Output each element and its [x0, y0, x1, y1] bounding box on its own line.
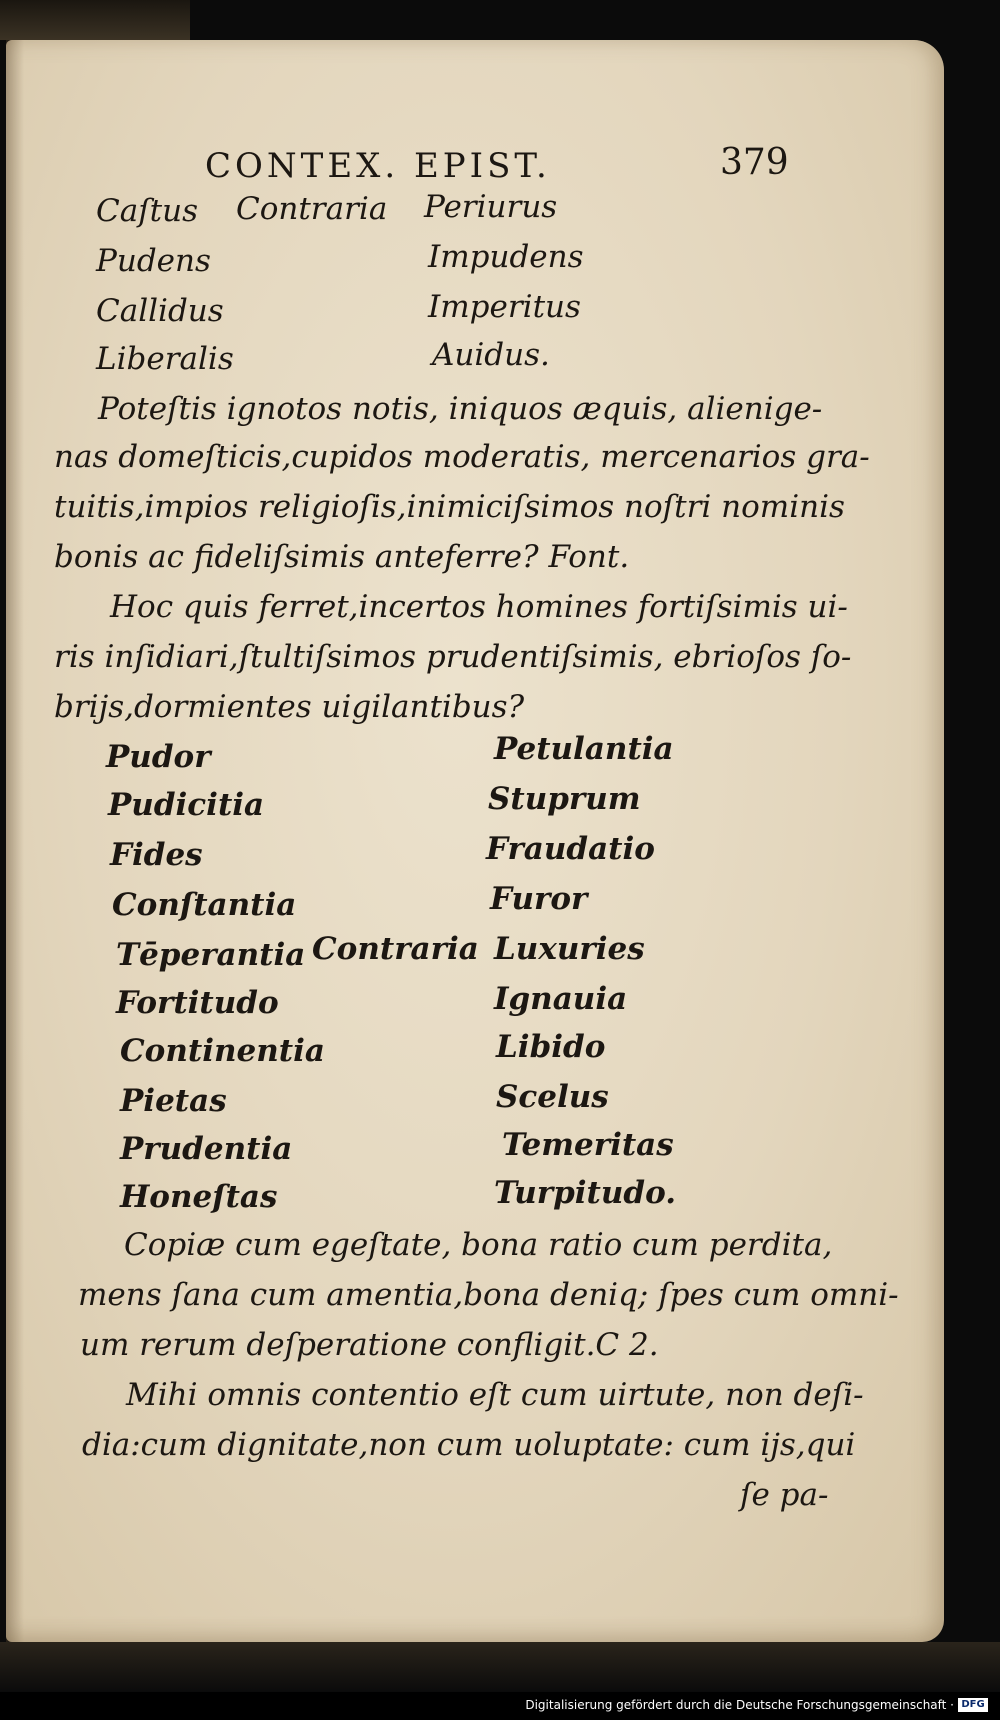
- paragraph4-line: dia:cum dignitate,non cum uoluptate: cum ijs,qui: [82, 1427, 856, 1463]
- paragraph3-line: mens ſana cum amentia,bona deniq; ſpes cum omni‑: [78, 1277, 899, 1313]
- catchword: ſe pa‑: [740, 1477, 829, 1513]
- section1-row-right: Auidus.: [432, 337, 550, 373]
- section2-row-left: Continentia: [120, 1033, 325, 1069]
- section2-row-right: Petulantia: [494, 731, 674, 767]
- paragraph1-line: bonis ac fideliſsimis anteferre? Font.: [54, 539, 630, 575]
- page-gutter-shadow: [6, 40, 24, 1642]
- section2-row-right: Temeritas: [502, 1127, 674, 1163]
- section2-row-left: Pietas: [120, 1083, 227, 1119]
- section2-row-right: Fraudatio: [486, 831, 655, 867]
- section2-row-left: Honeſtas: [120, 1179, 278, 1215]
- paragraph1-line: tuitis,impios religioſis,inimiciſsimos noſtri nominis: [54, 489, 845, 525]
- section2-row-left: Prudentia: [120, 1131, 293, 1167]
- section2-row-right: Ignauia: [494, 981, 628, 1017]
- section2-row-right: Stuprum: [488, 781, 641, 817]
- paragraph2-line: Hoc quis ferret,incertos homines fortiſsimis ui‑: [110, 589, 848, 625]
- section2-row-right: Furor: [490, 881, 588, 917]
- digitization-credit: Digitalisierung gefördert durch die Deutsche Forschungsgemeinschaft ·: [525, 1698, 954, 1712]
- section2-row-left: Fortitudo: [116, 985, 279, 1021]
- section1-row-right: Impudens: [428, 239, 584, 275]
- section1-row-left: Callidus: [96, 293, 224, 329]
- section1-contraria-label: Contraria: [236, 191, 388, 227]
- section2-contraria-label: Contraria: [312, 931, 479, 967]
- paragraph3-line: um rerum deſperatione confligit.C 2.: [80, 1327, 659, 1363]
- section2-row-left: Fides: [110, 837, 203, 873]
- paragraph2-line: brijs,dormientes uigilantibus?: [54, 689, 525, 725]
- paragraph4-line: Mihi omnis contentio eſt cum uirtute, non deſi‑: [126, 1377, 864, 1413]
- paragraph2-line: ris inſidiari,ſtultiſsimos prudentiſsimis, ebrioſos ſo‑: [54, 639, 852, 675]
- section2-row-left: Pudicitia: [108, 787, 265, 823]
- section2-row-right: Scelus: [496, 1079, 609, 1115]
- section1-row-left: Caſtus: [96, 193, 199, 229]
- section1-row-right: Imperitus: [428, 289, 581, 325]
- section1-row-right: Periurus: [424, 189, 558, 225]
- section2-row-left: Pudor: [106, 739, 211, 775]
- section2-row-right: Libido: [496, 1029, 606, 1065]
- section1-row-left: Pudens: [96, 243, 211, 279]
- book-binding-top: [0, 0, 190, 40]
- section2-row-right: Luxuries: [494, 931, 645, 967]
- paragraph3-line: Copiæ cum egeſtate, bona ratio cum perdita,: [124, 1227, 833, 1263]
- section2-row-right: Turpitudo.: [494, 1175, 677, 1211]
- section1-row-left: Liberalis: [96, 341, 234, 377]
- paragraph1-line: Poteſtis ignotos notis, iniquos æquis, alienige‑: [98, 391, 823, 427]
- dfg-logo-icon: DFG: [958, 1698, 988, 1712]
- paragraph1-line: nas domeſticis,cupidos moderatis, mercenarios gra‑: [54, 439, 870, 475]
- running-header: CONTEX. EPIST.: [205, 146, 551, 186]
- book-binding-bottom: [0, 1642, 1000, 1692]
- section2-row-left: Tēperantia: [116, 937, 306, 973]
- page-number: 379: [720, 142, 789, 183]
- section2-row-left: Conſtantia: [112, 887, 297, 923]
